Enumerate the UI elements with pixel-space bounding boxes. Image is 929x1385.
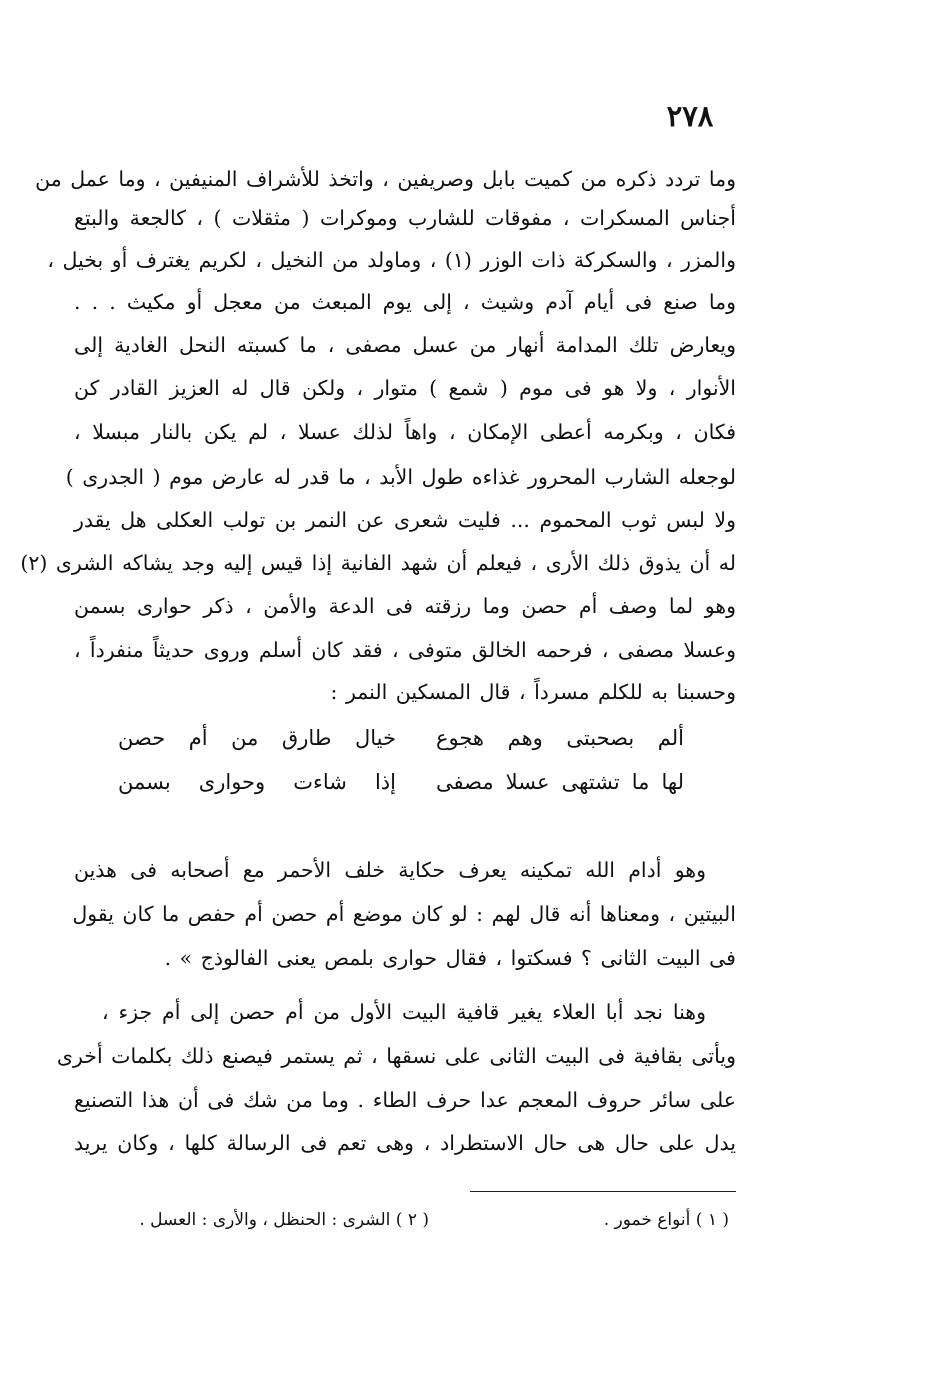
verse-2-first-hemistich: لها ما تشتهى عسلا مصفى (436, 770, 684, 794)
text-line: له أن يذوق ذلك الأرى ، فيعلم أن شهد الفانية إذا قيس إليه وجد يشاكه الشرى (٢) (20, 551, 736, 575)
text-line: أجناس المسكرات ، مفوقات للشارب وموكرات ( مثقلات ) ، كالجعة والبتع (74, 206, 736, 230)
text-line: فى البيت الثانى ؟ فسكتوا ، فقال حوارى بلمص يعنى الفالوذج » . (164, 946, 736, 970)
footnote-1: ( ١ ) أنواع خمور . (603, 1210, 729, 1230)
text-line: والمزر ، والسكركة ذات الوزر (١) ، وماولد من النخيل ، لكريم يغترف أو بخيل ، (47, 248, 736, 272)
text-line: ويعارض تلك المدامة أنهار من عسل مصفى ، ما كسبته النحل الغادية إلى (74, 333, 736, 357)
text-line: وهو أدام الله تمكينه يعرف حكاية خلف الأحمر مع أصحابه فى هذين (74, 858, 706, 882)
text-line: وهنا نجد أبا العلاء يغير قافية البيت الأول من أم حصن إلى أم جزء ، (102, 1000, 706, 1024)
text-line: ولا لبس ثوب المحموم ... فليت شعرى عن النمر بن تولب العكلى هل يقدر (74, 508, 736, 532)
verse-2-second-hemistich: إذا شاءت وحوارى بسمن (118, 770, 396, 794)
text-line: فكان ، وبكرمه أعطى الإمكان ، واهاً لذلك عسلا ، لم يكن بالنار مبسلا ، (74, 420, 736, 444)
verse-1-second-hemistich: خيال طارق من أم حصن (118, 726, 396, 750)
text-line: يدل على حال هى حال الاستطراد ، وهى تعم فى الرسالة كلها ، وكان يريد (74, 1131, 736, 1155)
text-line: لوجعله الشارب المحرور غذاءه طول الأبد ، ما قدر له عارض موم ( الجدرى ) (65, 465, 736, 489)
text-line: وهو لما وصف أم حصن وما رزقته فى الدعة والأمن ، ذكر حوارى بسمن (74, 594, 736, 618)
page-number: ٢٧٨ (666, 99, 714, 133)
text-line: الأنوار ، ولا هو فى موم ( شمع ) متوار ، ولكن قال له العزيز القادر كن (74, 376, 736, 400)
text-line: وما صنع فى أيام آدم وشيث ، إلى يوم المبعث من معجل أو مكيث . . . (74, 290, 736, 314)
text-line: وحسبنا به للكلم مسرداً ، قال المسكين النمر : (330, 680, 736, 704)
text-line: وعسلا مصفى ، فرحمه الخالق متوفى ، فقد كان أسلم وروى حديثاً منفرداً ، (74, 638, 736, 662)
footnote-2: ( ٢ ) الشرى : الحنظل ، والأرى : العسل . (139, 1210, 429, 1230)
verse-1-first-hemistich: ألم بصحبتى وهم هجوع (436, 726, 684, 750)
text-line: وما تردد ذكره من كميت بابل وصريفين ، واتخذ للأشراف المنيفين ، وما عمل من (35, 167, 736, 191)
footnote-separator (470, 1191, 736, 1192)
text-line: ويأتى بقافية فى البيت الثانى على نسقها ، ثم يستمر فيصنع ذلك بكلمات أخرى (56, 1044, 736, 1068)
text-line: البيتين ، ومعناها أنه قال لهم : لو كان موضع أم حصن أم حفص ما كان يقول (72, 902, 736, 926)
text-line: على سائر حروف المعجم عدا حرف الطاء . وما من شك فى أن هذا التصنيع (74, 1088, 736, 1112)
